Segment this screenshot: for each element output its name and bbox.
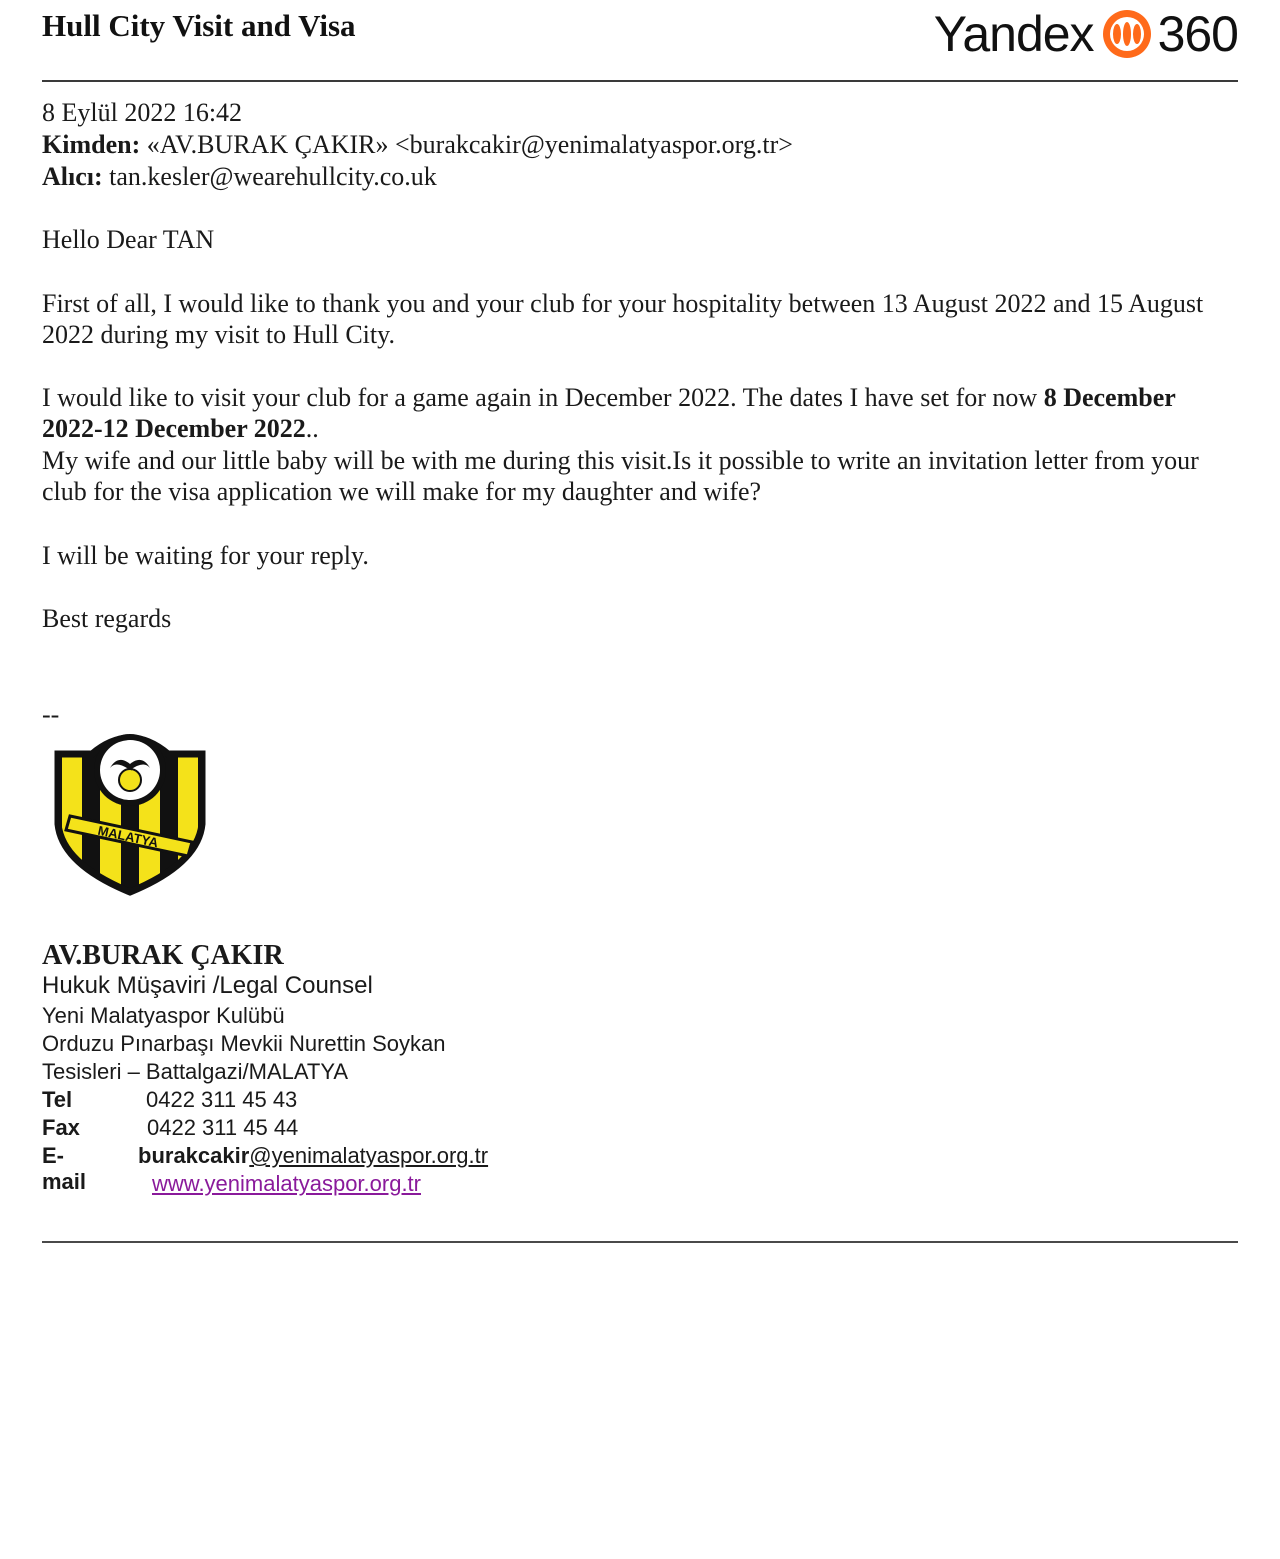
email-domain: @yenimalatyaspor.org.tr [249, 1143, 489, 1168]
signature-role: Hukuk Müşaviri /Legal Counsel [42, 972, 373, 999]
brand-number: 360 [1157, 6, 1238, 62]
email-subject: Hull City Visit and Visa [42, 8, 356, 43]
to-label: Alıcı: [42, 162, 103, 191]
malatya-club-crest-icon [52, 724, 208, 896]
visit-end: .. [305, 414, 319, 443]
website-link[interactable]: www.yenimalatyaspor.org.tr [152, 1171, 421, 1196]
email-date: 8 Eylül 2022 16:42 [42, 98, 243, 127]
signature-address-line1: Orduzu Pınarbaşı Mevkii Nurettin Soykan [42, 1031, 446, 1056]
email-link[interactable] [138, 1143, 488, 1169]
yandex-360-logo-icon [1102, 9, 1152, 59]
email-label: E-mail [42, 1143, 87, 1194]
from-label: Kimden: [42, 130, 141, 159]
from-value: «AV.BURAK ÇAKIR» <burakcakir@yenimalatyaspor.org.tr> [146, 130, 793, 159]
crest-text: MALATYA [96, 822, 160, 851]
visit-dates: 8 December 2022-12 December 2022 [42, 383, 1176, 443]
brand-name: Yandex [933, 6, 1094, 62]
tel-label: Tel [42, 1087, 73, 1112]
signature-club: Yeni Malatyaspor Kulübü [42, 1003, 285, 1028]
signature-separator: -- [42, 700, 60, 729]
greeting: Hello Dear TAN [42, 225, 215, 254]
to-value: tan.kesler@wearehullcity.co.uk [109, 162, 437, 191]
email-from [42, 129, 793, 161]
signature-name: AV.BURAK ÇAKIR [42, 940, 284, 971]
yandex-360-brand [934, 4, 1238, 64]
footer-divider [42, 1241, 1238, 1243]
thanks-paragraph: First of all, I would like to thank you and your club for your hospitality between 13 August 2022 and 15 August 2022 during my visit to Hull City. [42, 289, 1204, 349]
visit-paragraph [42, 382, 1242, 444]
email-header [42, 0, 1238, 82]
email-user: burakcakir [138, 1143, 250, 1168]
visa-paragraph: My wife and our little baby will be with me during this visit.Is it possible to write an invitation letter from your club for the visa application we will make for my daughter and wife? [42, 446, 1199, 506]
signature-address-line2: Tesisleri – Battalgazi/MALATYA [42, 1059, 349, 1084]
fax-value: 0422 311 45 44 [147, 1115, 299, 1140]
regards-line: Best regards [42, 604, 172, 633]
tel-value: 0422 311 45 43 [146, 1087, 298, 1112]
email-to [42, 161, 793, 193]
visit-text: I would like to visit your club for a game again in December 2022. The dates I have set for now [42, 383, 1044, 412]
waiting-line: I will be waiting for your reply. [42, 541, 369, 570]
fax-label: Fax [42, 1115, 80, 1140]
email-meta [42, 97, 793, 193]
